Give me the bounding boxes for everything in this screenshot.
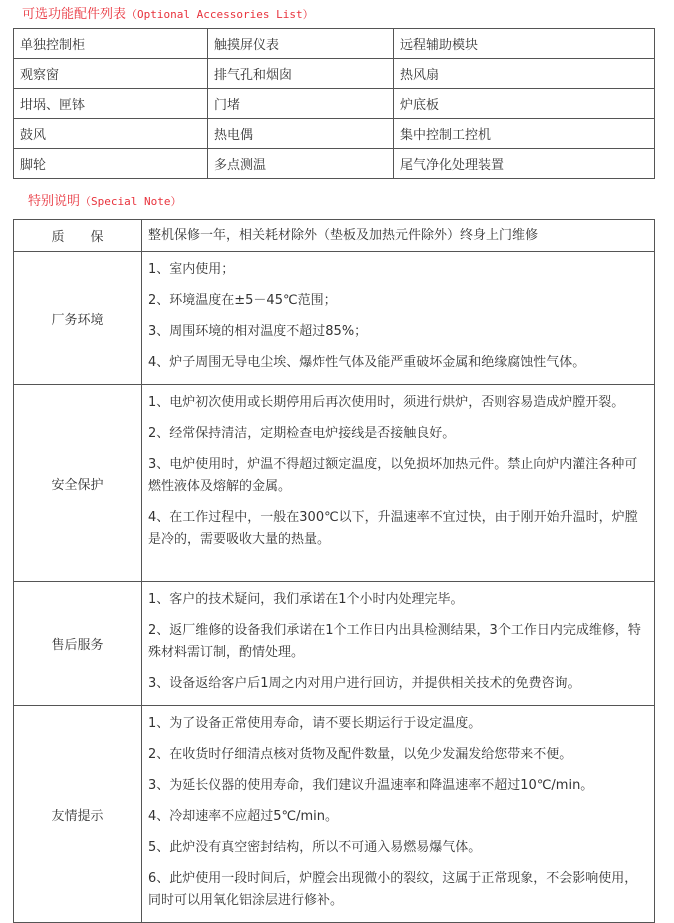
accessory-cell: 坩埚、匣钵	[14, 89, 208, 119]
note-category: 安全保护	[14, 385, 142, 582]
note-item: 1、电炉初次使用或长期停用后再次使用时，须进行烘炉，否则容易造成炉膛开裂。	[148, 395, 625, 410]
accessory-cell: 触摸屏仪表	[208, 29, 394, 59]
note-item: 2、环境温度在±5－45℃范围；	[148, 293, 337, 308]
accessory-cell: 排气孔和烟囱	[208, 59, 394, 89]
special-note-title-en: （Special Note）	[80, 195, 182, 208]
note-item: 2、返厂维修的设备我们承诺在1个工作日内出具检测结果，3个工作日内完成维修，特殊材料需订制，酌情处理。	[148, 623, 641, 660]
note-item: 1、室内使用；	[148, 262, 235, 277]
note-item: 4、炉子周围无导电尘埃、爆炸性气体及能严重破坏金属和绝缘腐蚀性气体。	[148, 355, 586, 370]
special-note-table	[13, 219, 655, 923]
accessory-cell: 热风扇	[394, 59, 655, 89]
note-item: 6、此炉使用一段时间后，炉膛会出现微小的裂纹，这属于正常现象，不会影响使用，同时可以用氧化铝涂层进行修补。	[148, 871, 638, 908]
accessory-cell: 脚轮	[14, 149, 208, 179]
note-row	[14, 252, 655, 385]
accessories-table	[13, 28, 655, 179]
accessory-cell: 门堵	[208, 89, 394, 119]
note-row	[14, 220, 655, 252]
accessories-title-cn: 可选功能配件列表	[22, 7, 127, 22]
note-content	[142, 582, 655, 706]
note-item: 3、设备返给客户后1周之内对用户进行回访，并提供相关技术的免费咨询。	[148, 676, 581, 691]
note-item: 1、为了设备正常使用寿命，请不要长期运行于设定温度。	[148, 716, 482, 731]
accessory-row	[14, 29, 655, 59]
note-category: 厂务环境	[14, 252, 142, 385]
note-category: 质 保	[14, 220, 142, 252]
note-row	[14, 582, 655, 706]
accessory-cell: 鼓风	[14, 119, 208, 149]
accessory-row	[14, 119, 655, 149]
accessories-title	[22, 3, 314, 22]
note-content	[142, 385, 655, 582]
note-row	[14, 706, 655, 923]
note-item: 3、电炉使用时，炉温不得超过额定温度，以免损坏加热元件。禁止向炉内灌注各种可燃性液体及熔解的金属。	[148, 457, 638, 494]
note-content	[142, 220, 655, 252]
note-item: 1、客户的技术疑问，我们承诺在1个小时内处理完毕。	[148, 592, 464, 607]
accessory-cell: 炉底板	[394, 89, 655, 119]
note-item: 4、在工作过程中，一般在300℃以下，升温速率不宜过快，由于刚开始升温时，炉膛是冷的，需要吸收大量的热量。	[148, 510, 638, 547]
note-item: 4、冷却速率不应超过5℃/min。	[148, 809, 339, 824]
special-note-title-cn: 特别说明	[28, 194, 81, 209]
note-content	[142, 706, 655, 923]
note-item: 3、周围环境的相对温度不超过85%；	[148, 324, 368, 339]
accessory-cell: 多点测温	[208, 149, 394, 179]
note-content	[142, 252, 655, 385]
accessory-cell: 热电偶	[208, 119, 394, 149]
accessory-cell: 尾气净化处理装置	[394, 149, 655, 179]
accessory-cell: 远程辅助模块	[394, 29, 655, 59]
accessory-cell: 集中控制工控机	[394, 119, 655, 149]
accessory-row	[14, 89, 655, 119]
accessory-row	[14, 149, 655, 179]
note-item: 3、为延长仪器的使用寿命，我们建议升温速率和降温速率不超过10℃/min。	[148, 778, 594, 793]
accessory-row	[14, 59, 655, 89]
note-category: 友情提示	[14, 706, 142, 923]
note-item: 2、经常保持清洁，定期检查电炉接线是否接触良好。	[148, 426, 456, 441]
accessory-cell: 单独控制柜	[14, 29, 208, 59]
note-item: 整机保修一年，相关耗材除外（垫板及加热元件除外）终身上门维修	[148, 227, 539, 243]
accessories-title-en: （Optional Accessories List）	[126, 8, 314, 21]
note-item: 2、在收货时仔细清点核对货物及配件数量，以免少发漏发给您带来不便。	[148, 747, 573, 762]
special-note-title	[28, 190, 182, 209]
note-item: 5、此炉没有真空密封结构，所以不可通入易燃易爆气体。	[148, 840, 482, 855]
note-category: 售后服务	[14, 582, 142, 706]
note-row	[14, 385, 655, 582]
accessory-cell: 观察窗	[14, 59, 208, 89]
